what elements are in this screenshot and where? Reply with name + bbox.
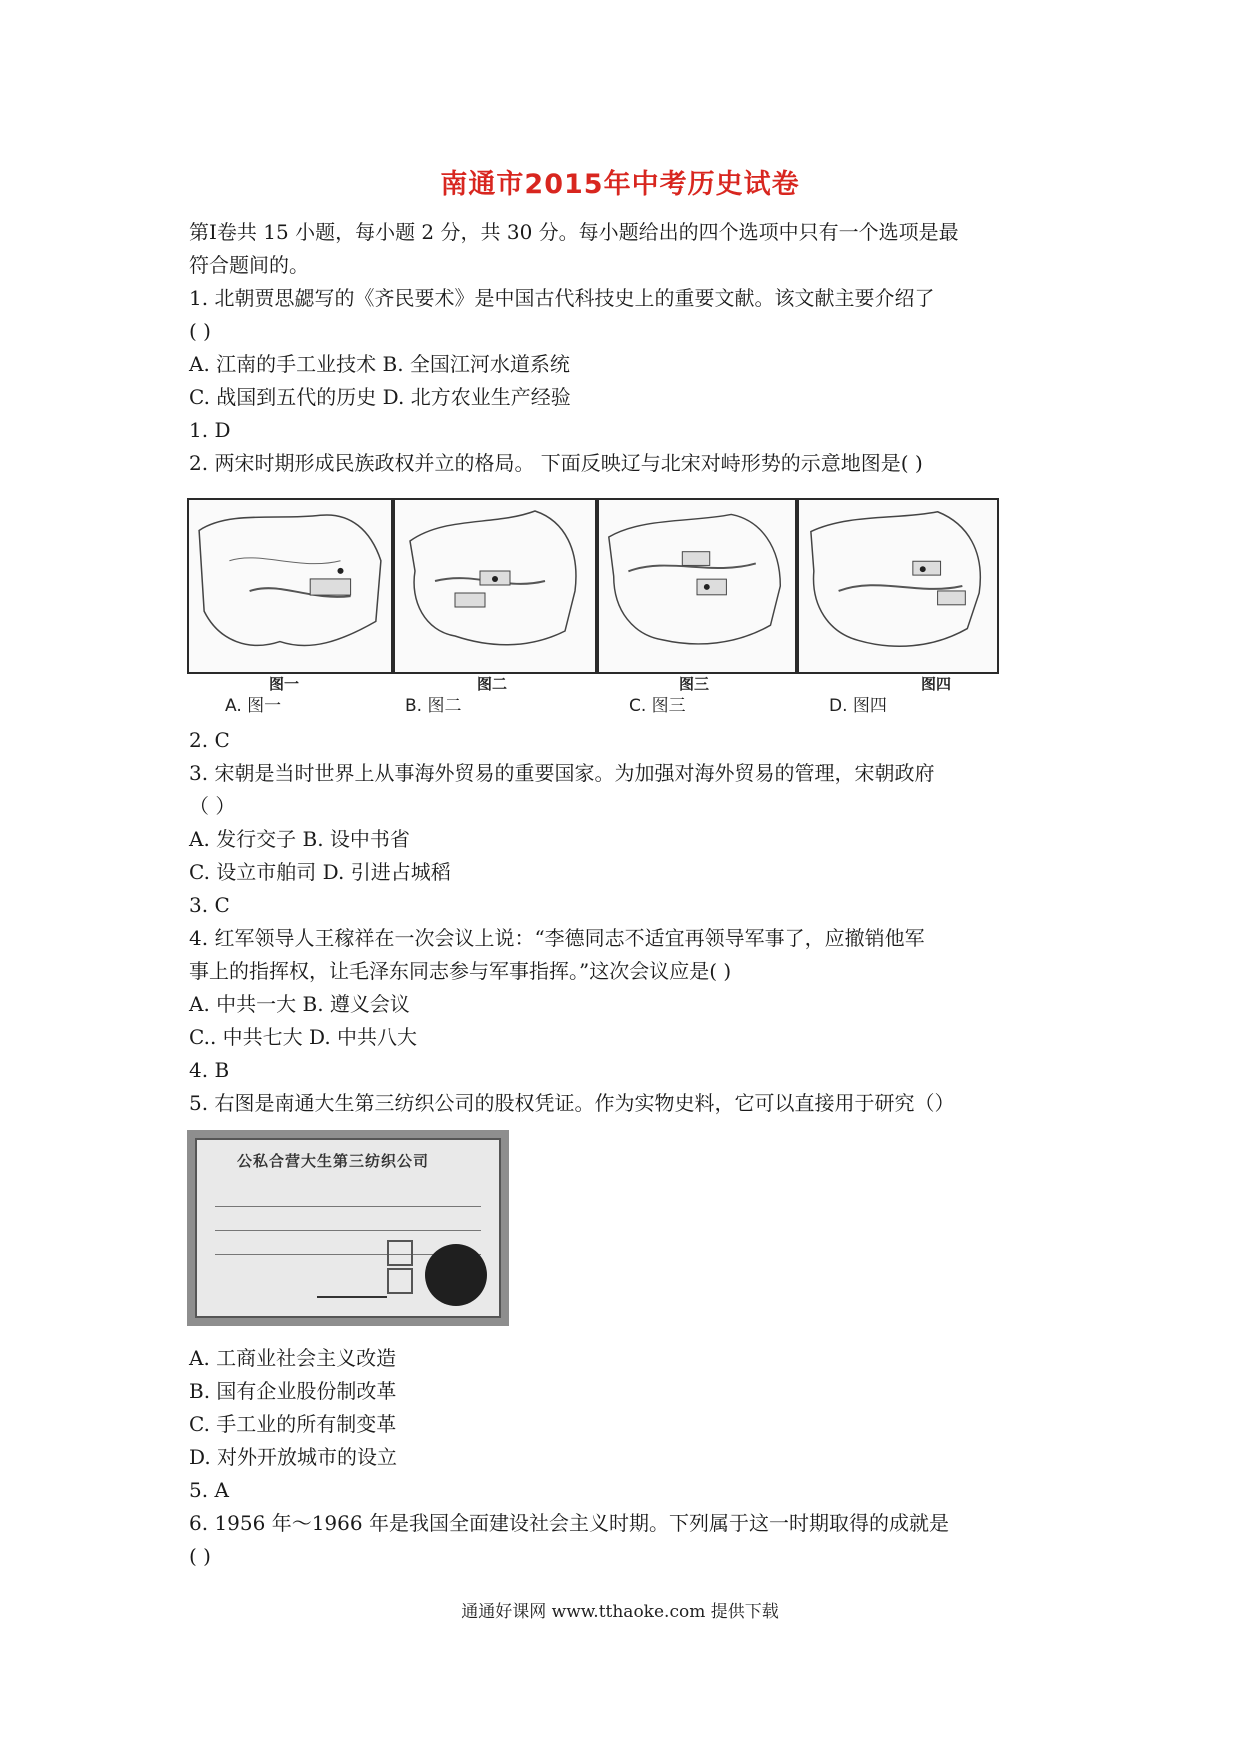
page-title: 南通市2015年中考历史试卷	[440, 169, 800, 200]
question-3-text: （ ）	[189, 794, 236, 818]
map-1-title: 图一	[269, 675, 300, 693]
certificate-stamp	[387, 1240, 413, 1266]
question-6-text: ( )	[189, 1544, 211, 1568]
map-1-drawing	[189, 500, 391, 672]
exam-content	[189, 216, 1069, 1573]
question-5-text: 5. 右图是南通大生第三纺织公司的股权凭证。作为实物史料，它可以直接用于研究（）	[189, 1091, 955, 1115]
map-4-drawing	[799, 500, 997, 672]
certificate-signature	[317, 1280, 387, 1298]
intro-line: 符合题间的。	[189, 253, 309, 277]
map-3	[597, 498, 797, 674]
question-3-option: C. 设立市舶司 D. 引进占城稻	[189, 860, 451, 884]
question-6-text: 6. 1956 年～1966 年是我国全面建设社会主义时期。下列属于这一时期取得的成就是	[189, 1511, 949, 1535]
page-footer: 通通好课网 www.tthaoke.com 提供下载	[461, 1602, 779, 1622]
song-liao-maps-figure	[189, 486, 1069, 718]
question-2-answer: 2. C	[189, 728, 230, 752]
question-2-text: 2. 两宋时期形成民族政权并立的格局。 下面反映辽与北宋对峙形势的示意地图是( )	[189, 451, 923, 475]
map-option-c: C. 图三	[629, 696, 686, 716]
question-4-option: A. 中共一大 B. 遵义会议	[189, 992, 410, 1016]
question-1-option: C. 战国到五代的历史 D. 北方农业生产经验	[189, 385, 571, 409]
map-2	[393, 498, 597, 674]
certificate-stamp	[387, 1268, 413, 1294]
question-4-option: C.. 中共七大 D. 中共八大	[189, 1025, 418, 1049]
certificate-header: 公私合营大生第三纺织公司	[237, 1152, 430, 1170]
question-5-option: D. 对外开放城市的设立	[189, 1445, 398, 1469]
certificate-row	[215, 1208, 481, 1231]
map-option-a: A. 图一	[225, 696, 282, 716]
certificate-row	[215, 1184, 481, 1207]
share-certificate-image	[187, 1130, 509, 1326]
map-option-b: B. 图二	[405, 696, 462, 716]
map-4	[797, 498, 999, 674]
map-option-d: D. 图四	[829, 696, 887, 716]
question-4-text: 4. 红军领导人王稼祥在一次会议上说：“李德同志不适宜再领导军事了，应撤销他军	[189, 926, 925, 950]
map-3-drawing	[599, 500, 795, 672]
map-4-title: 图四	[921, 675, 952, 693]
question-1-text: ( )	[189, 319, 211, 343]
question-1-option: A. 江南的手工业技术 B. 全国江河水道系统	[189, 352, 570, 376]
question-5-option: A. 工商业社会主义改造	[189, 1346, 397, 1370]
question-3-option: A. 发行交子 B. 设中书省	[189, 827, 410, 851]
certificate-body	[195, 1138, 501, 1318]
question-5-answer: 5. A	[189, 1478, 229, 1502]
question-3-answer: 3. C	[189, 893, 230, 917]
intro-line: 第Ⅰ卷共 15 小题，每小题 2 分，共 30 分。每小题给出的四个选项中只有一个选项是最	[189, 220, 959, 244]
question-5-option: C. 手工业的所有制变革	[189, 1412, 397, 1436]
question-5-option: B. 国有企业股份制改革	[189, 1379, 397, 1403]
question-4-text: 事上的指挥权，让毛泽东同志参与军事指挥。”这次会议应是( )	[189, 959, 732, 983]
question-3-text: 3. 宋朝是当时世界上从事海外贸易的重要国家。为加强对海外贸易的管理，宋朝政府	[189, 761, 935, 785]
certificate-seal	[425, 1244, 487, 1306]
map-2-title: 图二	[477, 675, 508, 693]
map-2-drawing	[395, 500, 595, 672]
question-1-text: 1. 北朝贾思勰写的《齐民要术》是中国古代科技史上的重要文献。该文献主要介绍了	[189, 286, 935, 310]
question-4-answer: 4. B	[189, 1058, 230, 1082]
question-1-answer: 1. D	[189, 418, 231, 442]
map-3-title: 图三	[679, 675, 710, 693]
map-1	[187, 498, 393, 674]
